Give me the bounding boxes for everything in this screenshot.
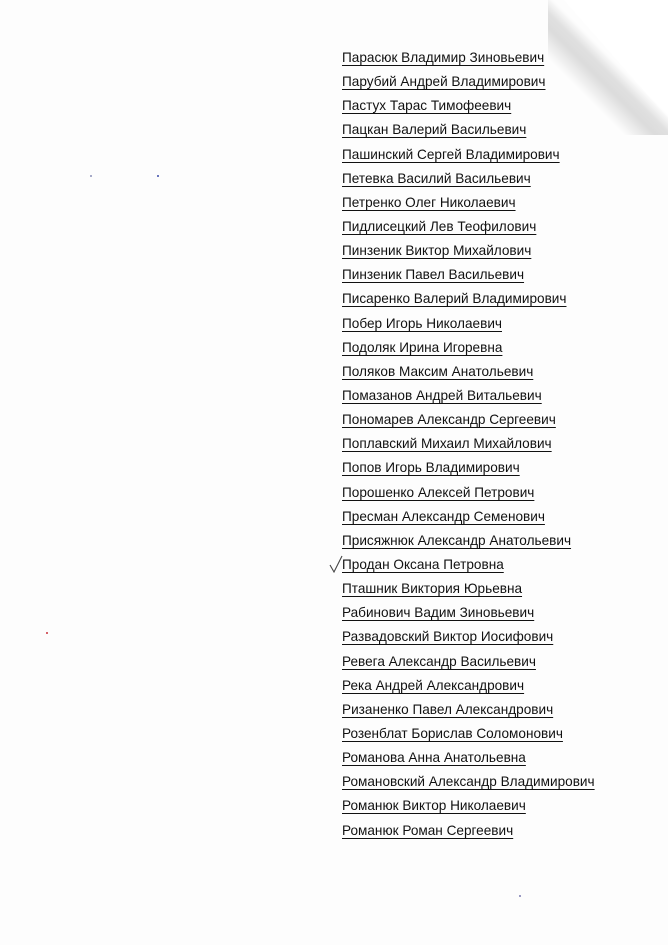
person-name: Помазанов Андрей Витальевич (342, 387, 542, 403)
list-item (342, 698, 595, 722)
person-name: Ризаненко Павел Александрович (342, 701, 554, 717)
list-item (342, 94, 595, 118)
list-item (342, 46, 595, 70)
deputy-name-list (342, 46, 595, 843)
person-name: Писаренко Валерий Владимирович (342, 291, 567, 307)
list-item (342, 360, 595, 384)
person-name: Пацкан Валерий Васильевич (342, 122, 527, 138)
person-name: Парубий Андрей Владимирович (342, 74, 546, 90)
list-item (342, 336, 595, 360)
list-item (342, 650, 595, 674)
list-item (342, 505, 595, 529)
list-item (342, 625, 595, 649)
person-name: Петевка Василий Васильевич (342, 170, 531, 186)
list-item (342, 722, 595, 746)
person-name: Петренко Олег Николаевич (342, 194, 516, 210)
list-item (342, 529, 595, 553)
list-item (342, 601, 595, 625)
list-item (342, 456, 595, 480)
person-name: Продан Оксана Петровна (342, 556, 504, 572)
person-name: Река Андрей Александрович (342, 677, 525, 693)
person-name: Парасюк Владимир Зиновьевич (342, 50, 545, 65)
ink-speck (90, 175, 92, 177)
person-name: Пинзеник Виктор Михайлович (342, 243, 532, 259)
list-item (342, 553, 595, 577)
ink-speck (46, 632, 48, 634)
person-name: Рабинович Вадим Зиновьевич (342, 605, 535, 621)
person-name: Побер Игорь Николаевич (342, 315, 502, 331)
person-name: Присяжнюк Александр Анатольевич (342, 532, 572, 548)
list-item (342, 432, 595, 456)
list-item (342, 384, 595, 408)
list-item (342, 746, 595, 770)
list-item (342, 408, 595, 432)
list-item (342, 287, 595, 311)
list-item (342, 770, 595, 794)
person-name: Попов Игорь Владимирович (342, 460, 520, 476)
person-name: Розенблат Борислав Соломонович (342, 725, 563, 741)
person-name: Романюк Роман Сергеевич (342, 822, 514, 838)
ink-speck (157, 175, 159, 177)
list-item (342, 577, 595, 601)
person-name: Пресман Александр Семенович (342, 508, 545, 524)
person-name: Поляков Максим Анатольевич (342, 363, 534, 379)
list-item (342, 481, 595, 505)
person-name: Ревега Александр Васильевич (342, 653, 536, 669)
list-item (342, 167, 595, 191)
list-item (342, 819, 595, 843)
person-name: Пташник Виктория Юрьевна (342, 581, 523, 597)
list-item (342, 312, 595, 336)
list-item (342, 674, 595, 698)
list-item (342, 70, 595, 94)
list-item (342, 794, 595, 818)
list-item (342, 143, 595, 167)
list-item (342, 263, 595, 287)
list-item (342, 191, 595, 215)
person-name: Пономарев Александр Сергеевич (342, 412, 556, 428)
person-name: Романюк Виктор Николаевич (342, 798, 526, 814)
list-item (342, 239, 595, 263)
ink-speck (519, 895, 521, 897)
person-name: Пинзеник Павел Васильевич (342, 267, 525, 283)
person-name: Пастух Тарас Тимофеевич (342, 98, 512, 114)
list-item (342, 215, 595, 239)
person-name: Пидлисецкий Лев Теофилович (342, 218, 537, 234)
checkmark-icon (329, 555, 343, 575)
person-name: Подоляк Ирина Игоревна (342, 339, 503, 355)
person-name: Развадовский Виктор Иосифович (342, 629, 554, 645)
person-name: Поплавский Михаил Михайлович (342, 436, 552, 452)
person-name: Порошенко Алексей Петрович (342, 484, 535, 500)
person-name: Романова Анна Анатольевна (342, 750, 526, 766)
person-name: Романовский Александр Владимирович (342, 774, 595, 790)
list-item (342, 118, 595, 142)
person-name: Пашинский Сергей Владимирович (342, 146, 560, 162)
